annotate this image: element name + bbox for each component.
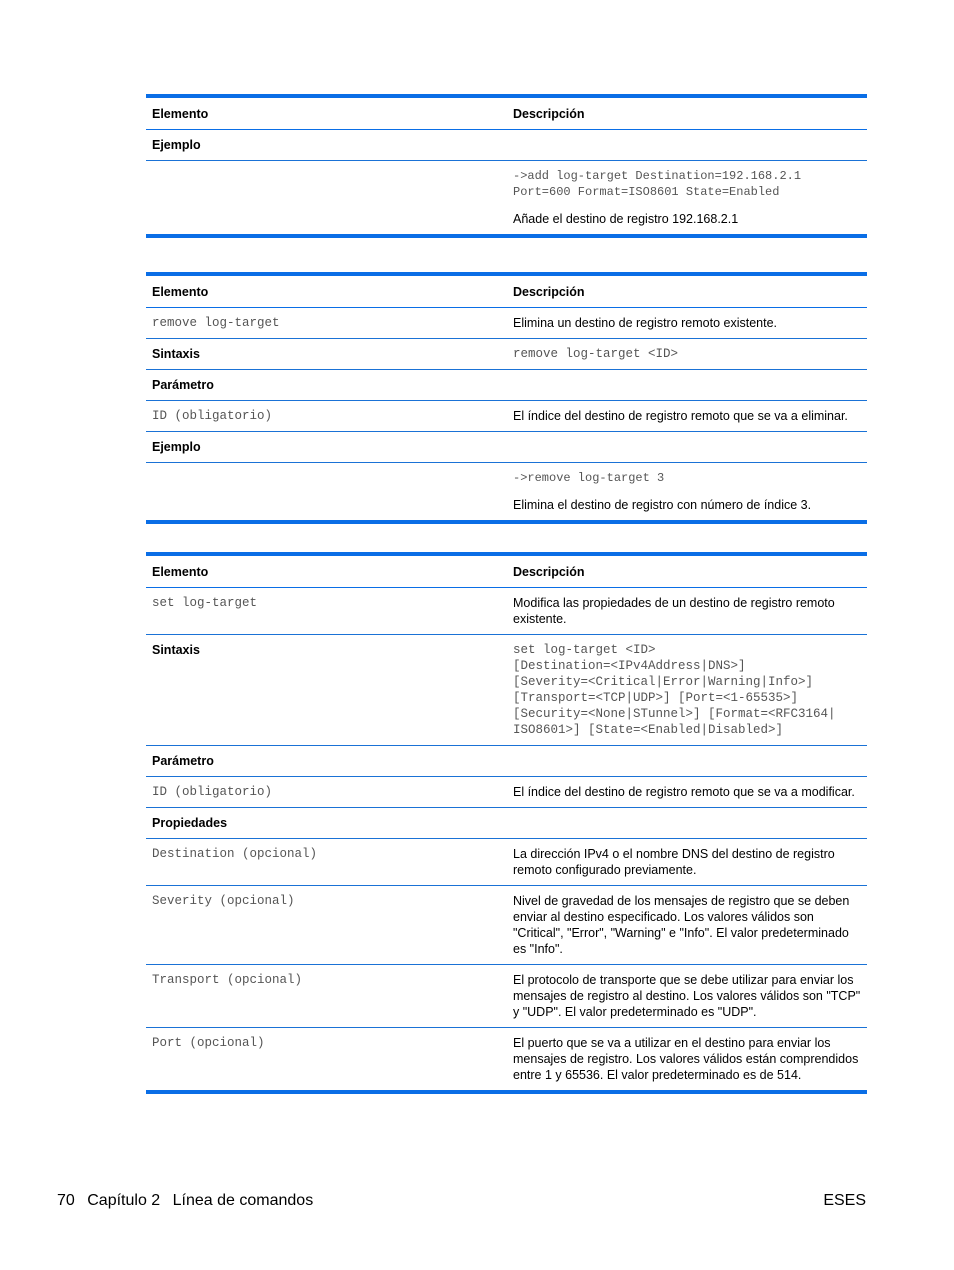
table-row (146, 161, 867, 237)
example-code: ->add log-target Destination=192.168.2.1 Port=600 Format=ISO8601 State=Enabled (513, 169, 802, 199)
table-row (146, 1028, 867, 1093)
table-row (146, 746, 867, 777)
property-description: El protocolo de transporte que se debe utilizar para enviar los mensajes de registro al destino. Los valores válidos son "TCP" y "UDP". El valor predeterminado es "UDP". (507, 965, 867, 1028)
header-descripcion: Descripción (507, 96, 867, 130)
table-row (146, 777, 867, 808)
header-elemento: Elemento (146, 554, 507, 588)
command-name: set log-target (146, 588, 507, 635)
sintaxis-label: Sintaxis (146, 635, 507, 746)
table-row (146, 886, 867, 965)
table-row (146, 808, 867, 839)
table-row (146, 463, 867, 523)
command-description: Modifica las propiedades de un destino de registro remoto existente. (507, 588, 867, 635)
sintaxis-label: Sintaxis (146, 339, 507, 370)
parametro-label: Parámetro (146, 746, 507, 777)
add-log-target-table (146, 94, 867, 238)
command-name: remove log-target (146, 308, 507, 339)
chapter-title: Línea de comandos (172, 1192, 314, 1209)
table-row (146, 308, 867, 339)
sintaxis-code: remove log-target <ID> (507, 339, 867, 370)
table-row (146, 588, 867, 635)
table-row (146, 401, 867, 432)
property-name: Destination (opcional) (146, 839, 507, 886)
table-row (146, 339, 867, 370)
set-log-target-table (146, 552, 867, 1094)
property-name: Transport (opcional) (146, 965, 507, 1028)
sintaxis-code: set log-target <ID> [Destination=<IPv4Address|DNS>] [Severity=<Critical|Error|Warning|Info>] [Transport=<TCP|UDP>] [Port=<1-65535>] [Security=<None|STunnel>] [Format=<RFC3164| ISO8601>] [State=<Enabled|Disabled>] (507, 635, 867, 746)
table-row (146, 130, 867, 161)
ejemplo-label: Ejemplo (146, 432, 507, 463)
param-name: ID (obligatorio) (146, 777, 507, 808)
property-name: Severity (opcional) (146, 886, 507, 965)
table-header-row (146, 554, 867, 588)
ejemplo-label: Ejemplo (146, 130, 507, 161)
remove-log-target-table (146, 272, 867, 524)
table-row (146, 370, 867, 401)
example-description: Elimina el destino de registro con número de índice 3. (513, 498, 812, 512)
header-descripcion: Descripción (507, 554, 867, 588)
property-description: La dirección IPv4 o el nombre DNS del destino de registro remoto configurado previamente. (507, 839, 867, 886)
table-header-row (146, 96, 867, 130)
parametro-label: Parámetro (146, 370, 507, 401)
table-row (146, 635, 867, 746)
property-description: El puerto que se va a utilizar en el destino para enviar los mensajes de registro. Los valores válidos están comprendidos entre 1 y 65536. El valor predeterminado es de 514. (513, 1036, 859, 1082)
chapter-label: Capítulo 2 (87, 1192, 161, 1209)
param-description: El índice del destino de registro remoto que se va a eliminar. (507, 401, 867, 432)
page-footer-left (57, 1192, 321, 1210)
table-header-row (146, 274, 867, 308)
example-description: Añade el destino de registro 192.168.2.1 (513, 212, 739, 226)
header-descripcion: Descripción (507, 274, 867, 308)
header-elemento: Elemento (146, 274, 507, 308)
header-elemento: Elemento (146, 96, 507, 130)
property-name: Port (opcional) (152, 1036, 265, 1050)
page-number: 70 (57, 1192, 75, 1209)
table-row (146, 965, 867, 1028)
propiedades-label: Propiedades (146, 808, 507, 839)
param-name: ID (obligatorio) (146, 401, 507, 432)
example-code: ->remove log-target 3 (513, 471, 665, 485)
command-description: Elimina un destino de registro remoto existente. (507, 308, 867, 339)
table-row (146, 432, 867, 463)
table-row (146, 839, 867, 886)
param-description: El índice del destino de registro remoto que se va a modificar. (507, 777, 867, 808)
property-description: Nivel de gravedad de los mensajes de registro que se deben enviar al destino especificado. Los valores válidos son "Critical", "Error", "Warning" e "Info". El valor predeterminado es "Info". (507, 886, 867, 965)
page-footer-right: ESES (823, 1192, 866, 1209)
